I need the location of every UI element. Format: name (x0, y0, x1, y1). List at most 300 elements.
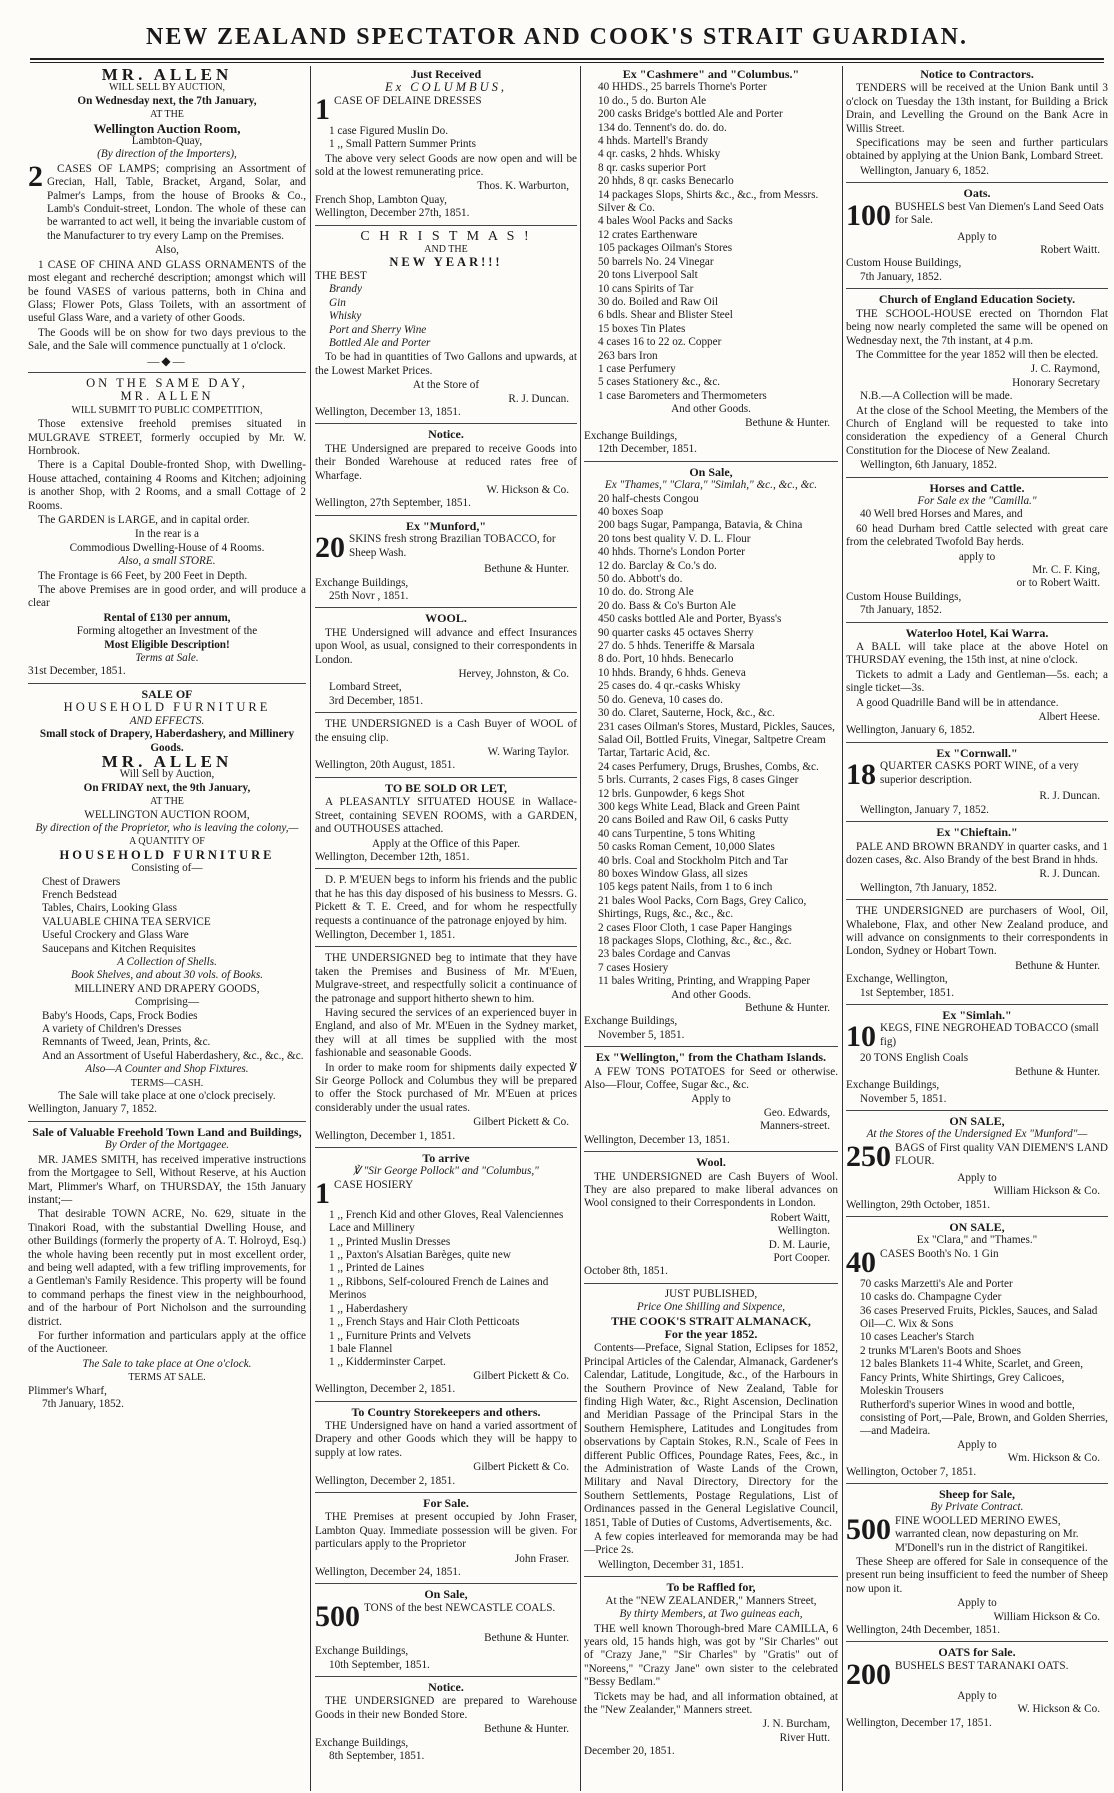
ad-text: THE UNDERSIGNED beg to intimate that they have taken the Premises and Business of Mr. M'Euen, Mulgrave-street, and respectfully solicit a continuance of the patronage and support hitherto shewn to him. (315, 952, 577, 1005)
list-item: 1 ,, Paxton's Alsatian Barèges, quite new (329, 1249, 511, 1262)
column-divider (580, 66, 581, 1791)
large-number: 500 (315, 1599, 360, 1633)
advert-contractors (846, 66, 1108, 183)
list-item: 1 ,, Furniture Prints and Velvets (329, 1329, 471, 1342)
ad-text: The above very select Goods are now open and will be sold at the lowest remunerating price. (315, 152, 577, 179)
ad-text: THE well known Thorough-bred Mare CAMILLA, 6 years old, 15 hands high, was got by "Sir Charles" out of "Crazy Jane," "Sir Charles" by "Gratis" out of "Noreens," "Crazy Jane" own sister to the celebrated "Bessy Bedlam." (584, 1622, 838, 1689)
ad-place: Exchange Buildings, (584, 429, 678, 442)
list-item: 50 barrels No. 24 Vinegar (598, 255, 714, 268)
advert-brandy-chieftain (846, 824, 1108, 900)
ad-signature: Mr. C. F. King, (1032, 564, 1100, 576)
ad-line: HOUSEHOLD FURNITURE (59, 847, 275, 862)
ad-place: Custom House Buildings, (846, 257, 962, 270)
ad-place: Manners-street. (760, 1120, 830, 1133)
ad-body-row (846, 1139, 1108, 1173)
list-item: 5 cases Stationery &c., &c. (598, 376, 721, 389)
ad-line: For Sale ex the "Camilla." (917, 494, 1037, 507)
ad-signature: William Hickson & Co. (993, 1185, 1100, 1198)
list-item: 20 do. Bass & Co's Burton Ale (598, 599, 736, 612)
list-item: 30 do. Claret, Sauterne, Hock, &c., &c. (598, 707, 775, 720)
list-item: 40 HHDS., 25 barrels Thorne's Porter (598, 81, 767, 94)
advert-clara-thames (846, 1219, 1108, 1484)
advert-oats (846, 185, 1108, 289)
ad-line: By direction of the Proprietor, who is leaving the colony,— (35, 821, 299, 834)
ad-text: QUARTER CASKS PORT WINE, of a very superior description. (880, 760, 1079, 786)
ad-heading: WOOL. (425, 611, 467, 626)
ad-line: AND EFFECTS. (129, 714, 205, 727)
list-item: 10 cans Spirits of Tar (598, 282, 694, 295)
advert-vdl-flour (846, 1113, 1108, 1217)
newspaper-title: NEW ZEALAND SPECTATOR AND COOK'S STRAIT GUARDIAN. (146, 24, 968, 50)
list-item: 1 ,, French Stays and Hair Cloth Petticoats (329, 1316, 520, 1329)
ad-line: apply to (958, 550, 996, 563)
ad-line: ON THE SAME DAY, (86, 375, 248, 390)
list-item: 20 hhds, 8 qr. casks Benecarlo (598, 175, 734, 188)
ad-text: THE Undersigned have on hand a varied assortment of Drapery and other Goods which they will be happy to supply at low rates. (315, 1419, 577, 1459)
ad-line: Also, a small STORE. (118, 555, 216, 568)
ad-text: KEGS, FINE NEGROHEAD TOBACCO (small fig) (880, 1022, 1099, 1048)
ad-line: At the "NEW ZEALANDER," Manners Street, (605, 1594, 817, 1607)
list-item: 10 hhds. Brandy, 6 hhds. Geneva (598, 666, 746, 679)
ad-text: The Goods will be on show for two days previous to the Sale, and the Sale will commence punctually at 1 o'clock. (28, 326, 306, 353)
ad-heading: Oats. (963, 186, 991, 201)
list-item: 10 do. do. Strong Ale (598, 586, 694, 599)
ad-line: HOUSEHOLD FURNITURE (63, 700, 271, 715)
list-item: French Bedstead (42, 888, 117, 901)
large-number: 100 (846, 198, 891, 232)
ad-line: Apply to (957, 1689, 997, 1702)
masthead (0, 0, 1114, 62)
ad-line: TERMS—CASH. (130, 1077, 204, 1089)
ad-place: Exchange Buildings, (315, 576, 409, 589)
ad-date: 10th September, 1851. (329, 1658, 430, 1671)
ad-signature: or to Robert Waitt. (1016, 577, 1100, 590)
ad-heading: To be Raffled for, (666, 1580, 756, 1595)
list-item: Saucepans and Kitchen Requisites (42, 942, 196, 955)
ad-heading: For the year 1852. (664, 1326, 758, 1341)
ad-date: Wellington, December 27th, 1851. (315, 207, 470, 220)
ad-line: Apply at the Office of this Paper. (372, 837, 520, 850)
ad-date: Wellington, October 7, 1851. (846, 1465, 977, 1478)
ad-signature: Bethune & Hunter. (484, 563, 569, 576)
ad-heading: Notice. (428, 427, 464, 442)
ad-text: BAGS of First quality VAN DIEMEN'S LAND FLOUR. (895, 1141, 1108, 1168)
advert-mulgrave-premises (28, 375, 306, 684)
ad-line: At the Store of (412, 379, 480, 392)
list-item: 1 ,, Ribbons, Self-coloured French de Laines and Merinos (329, 1275, 549, 1302)
ad-date: Wellington, December 12th, 1851. (315, 850, 470, 863)
list-item: 10 cases Leacher's Starch (860, 1331, 975, 1344)
ad-place: French Shop, Lambton Quay, (315, 193, 447, 206)
ad-text: Contents—Preface, Signal Station, Eclipses for 1852, Principal Articles of the Calendar, Almanack, Gardener's Calendar, Latitude, Longitude, &c., of the Harbours in the Southern Province of New Zealand, Table for finding High Water, &c., Right Ascension, Declination and Meridian Passage of the Principal Stars in the Southern Hemisphere, Latitudes and Longitudes from observations by Captain Stokes, R.N., Scale of Fees in different Public Offices, Poundage Rates, Fees, &c., in the Administration of Waste Lands of the Crown, Military and Naval Directory, Directory for the Southern Settlements, Postage Regulations, List of Ordinances passed in the General Legislative Council, 1851, Table of Duties of Customs, Advertisements, &c. (584, 1342, 838, 1529)
ad-date: Wellington, December 2, 1851. (315, 1383, 456, 1396)
ad-heading: Ex "Chieftain." (936, 825, 1018, 840)
list-item: 20 half-chests Congou (598, 492, 699, 505)
list-item: 2 cases Floor Cloth, 1 case Paper Hangings (598, 921, 792, 934)
ad-date: Wellington, December 1, 1851. (315, 928, 456, 941)
ad-line: Consisting of— (131, 862, 203, 875)
ad-heading: For Sale. (423, 1495, 469, 1510)
ad-date: 7th January, 1852. (42, 1398, 124, 1410)
column-4 (846, 66, 1108, 1791)
ad-line: In the rear is a (135, 528, 199, 541)
ornament-divider: —◆— (147, 353, 187, 368)
ad-line: WILL SELL BY AUCTION, (108, 82, 226, 94)
ad-line: Commodious Dwelling-House of 4 Rooms. (69, 541, 265, 554)
ad-line: Apply to (957, 1438, 997, 1451)
ad-body-row (315, 1599, 577, 1633)
ad-line: Most Eligible Description! (104, 638, 230, 651)
ad-line: Ex "Thames," "Clara," "Simlah," &c., &c., &c. (604, 479, 818, 492)
ad-signature: Wm. Hickson & Co. (1007, 1452, 1100, 1465)
advert-freehold-town-land (28, 1124, 306, 1416)
list-item: 80 boxes Window Glass, all sizes (598, 867, 748, 880)
list-item: 1 ,, Small Pattern Summer Prints (329, 138, 476, 151)
advert-waterloo-hotel (846, 625, 1108, 743)
list-item: 105 kegs patent Nails, from 1 to 6 inch (598, 881, 773, 894)
list-item: Baby's Hoods, Caps, Frock Bodies (42, 1009, 198, 1022)
large-number: 2 (28, 159, 43, 193)
ad-date: Wellington, 27th September, 1851. (315, 497, 471, 510)
large-number: 18 (846, 758, 876, 792)
ad-line: Ex COLUMBUS, (384, 80, 508, 95)
ad-heading: THE COOK'S STRAIT ALMANACK, (611, 1313, 811, 1328)
ad-signature: W. Hickson & Co. (1017, 1703, 1100, 1716)
ad-line: N.B.—A Collection will be made. (860, 390, 1013, 403)
list-item: Brandy (329, 283, 362, 296)
ad-text: A FEW TONS POTATOES for Seed or otherwise. Also—Flour, Coffee, Sugar &c., &c. (584, 1065, 838, 1092)
list-item: 8 do. Port, 10 hhds. Benecarlo (598, 653, 734, 666)
ad-text: THE UNDERSIGNED are Cash Buyers of Wool. They are also prepared to make liberal advances on Wool consigned to their Correspondents in London. (584, 1170, 838, 1210)
ad-date: Wellington, December 2, 1851. (315, 1474, 456, 1487)
list-item: 1 case Perfumery (598, 362, 676, 375)
ad-line: ℣ "Sir George Pollock" and "Columbus," (353, 1165, 539, 1178)
large-number: 1 (315, 1176, 330, 1210)
ad-text: To be had in quantities of Two Gallons and upwards, at the Lowest Market Prices. (315, 351, 577, 377)
ad-line: AT THE (150, 109, 184, 121)
ad-text: These Sheep are offered for Sale in consequence of the present run being insufficient to feed the number of Sheep now upon it. (846, 1555, 1108, 1595)
advert-house-to-let (315, 780, 577, 869)
ad-line: A Collection of Shells. (117, 956, 217, 968)
ad-text: CASES OF LAMPS; comprising an Assortment of Grecian, Hall, Table, Bracket, Argand, Solar, and Palmer's Lamps, from the house of Brooks & Co., Lamb's Conduit-street, London. The whole of these can be warranted to act well, it being the invariable custom of the Manufacturer to try every Lamp on the Premises. (47, 162, 306, 242)
ad-text: In order to make room for shipments daily expected ℣ Sir George Pollock and Columbus they will be prepared to offer the Stock purchased of Mr. M'Euen at prices considerably under the usual rates. (315, 1061, 577, 1114)
ad-place: Custom House Buildings, (846, 590, 962, 603)
ad-text: A BALL will take place at the above Hotel on THURSDAY evening, the 15th inst, at nine o'clock. (846, 641, 1108, 667)
ad-date: November 5, 1851. (598, 1028, 685, 1041)
ad-heading: Ex "Munford," (406, 518, 486, 533)
ad-line: AND THE (424, 244, 468, 256)
ad-date: November 5, 1851. (860, 1092, 947, 1105)
large-number: 250 (846, 1139, 891, 1173)
ad-line: The Sale to take place at One o'clock. (82, 1357, 252, 1370)
column-1 (28, 66, 306, 1791)
ad-date: Wellington, December 1, 1851. (315, 1129, 456, 1142)
list-item: 90 quarter casks 45 octaves Sherry (598, 626, 754, 639)
column-divider (310, 66, 311, 1791)
ad-text: THE UNDERSIGNED are prepared to Warehouse Goods in their new Bonded Store. (315, 1695, 577, 1721)
advert-almanack (584, 1286, 838, 1578)
advert-port-wine (846, 745, 1108, 822)
ad-signature: R. J. Duncan. (1039, 790, 1100, 803)
ad-text: THE SCHOOL-HOUSE erected on Thorndon Flat being now nearly completed the same will be opened on Wednesday next, the 7th instant, at 4 p.m. (846, 307, 1108, 347)
ad-signature: Honorary Secretary (1012, 376, 1100, 389)
ad-line: Book Shelves, and about 30 vols. of Books. (70, 969, 264, 982)
ad-body-row (846, 1022, 1108, 1052)
ad-text: The Frontage is 66 Feet, by 200 Feet in Depth. (38, 569, 248, 582)
advert-negrohead-tobacco (846, 1007, 1108, 1111)
ad-text: Having secured the services of an experienced buyer in England, and also of Mr. M'Euen in the Sydney market, they will at all times be supplied with the most fashionable and seasonable Goods. (315, 1006, 577, 1060)
ad-text: D. P. M'EUEN begs to inform his friends and the public that he has this day disposed of his business to Messrs. G. Pickett & T. E. Creed, and for whom he respectfully requests a continuance of the patronage enjoyed by him. (315, 874, 577, 927)
ad-line: And other Goods. (671, 403, 751, 416)
ad-text: MR. JAMES SMITH, has received imperative instructions from the Mortgagee to Sell, Without Reserve, at his Auction Mart, Plimmer's Wharf, on THURSDAY, the 15th January instant;— (28, 1153, 306, 1206)
ad-text: 60 head Durham bred Cattle selected with great care from the celebrated Twofold Bay herds. (846, 522, 1108, 549)
list-item: Rutherford's superior Wines in wood and bottle, consisting of Port,—Pale, Brown, and Golden Sherries,—and Madeira. (860, 1398, 1108, 1438)
ad-date: Wellington, December 13, 1851. (584, 1133, 730, 1146)
ad-body-row (846, 1245, 1108, 1279)
ad-signature: Bethune & Hunter. (1015, 1065, 1100, 1078)
advert-produce-purchasers (846, 902, 1108, 1005)
ad-heading: Ex "Wellington," from the Chatham Islands. (595, 1050, 827, 1065)
list-item: 12 do. Barclay & Co.'s do. (598, 559, 717, 572)
large-number: 200 (846, 1657, 891, 1691)
ad-heading: Wool. (696, 1155, 726, 1170)
list-item: 10 do., 5 do. Burton Ale (598, 94, 707, 107)
ad-line: Also, (155, 244, 179, 257)
ad-heading: Horses and Cattle. (929, 480, 1025, 495)
ad-line: Rental of £130 per annum, (103, 611, 231, 624)
list-item: Useful Crockery and Glass Ware (42, 929, 189, 942)
ad-heading: On Sale, (689, 464, 733, 479)
ad-text: THE UNDERSIGNED are purchasers of Wool, Oil, Whalebone, Flax, and other New Zealand produce, and will advance on consignments to their correspondents in London, Sydney or Hobart Town. (846, 905, 1108, 958)
list-item: 40 brls. Coal and Stockholm Pitch and Tar (598, 854, 788, 867)
ad-date: Wellington, 7th January, 1852. (860, 881, 997, 894)
ad-text: THE Undersigned will advance and effect Insurances upon Wool, as usual, consigned to their correspondents in London. (315, 626, 577, 666)
ad-date: 1st September, 1851. (860, 986, 955, 999)
ad-line: TERMS AT SALE. (128, 1372, 206, 1384)
ad-heading: Ex "Cornwall." (936, 745, 1018, 760)
ad-signature: W. Hickson & Co. (486, 483, 569, 496)
advert-mceuen-notice (315, 871, 577, 947)
ad-line: Ex "Clara," and "Thames." (916, 1234, 1038, 1247)
ad-text: The above Premises are in good order, and will produce a clear (28, 584, 306, 610)
ad-place: Exchange Buildings, (315, 1736, 409, 1749)
ad-line: Small stock of Drapery, Haberdashery, and Millinery Goods. (39, 728, 295, 754)
ad-heading: On Sale, (424, 1587, 468, 1602)
ad-date: 25th Novr , 1851. (329, 590, 409, 602)
ad-signature: Bethune & Hunter. (484, 1723, 569, 1736)
ad-text: Tickets to admit a Lady and Gentleman—5s. each; a single ticket—3s. (846, 668, 1108, 695)
list-item: Bottled Ale and Porter (329, 336, 431, 349)
ad-line: On Wednesday next, the 7th January, (77, 94, 257, 107)
ad-heading: Sheep for Sale, (938, 1486, 1016, 1501)
ad-date: Wellington, December 13, 1851. (315, 405, 461, 418)
ad-date: Wellington, January 7, 1852. (28, 1103, 157, 1116)
list-item: 40 hhds. Thorne's London Porter (598, 546, 745, 559)
ad-text: BUSHELS BEST TARANAKI OATS. (895, 1659, 1069, 1672)
ad-body-row (846, 1657, 1108, 1691)
ad-body-row (315, 533, 577, 563)
ad-signature: Hervey, Johnston, & Co. (458, 668, 569, 681)
list-item: 1 case Barometers and Thermometers (598, 389, 767, 402)
ad-date: Wellington, December 24, 1851. (315, 1566, 461, 1578)
ad-line: Terms at Sale. (135, 652, 199, 665)
ad-body-row (846, 760, 1108, 790)
ad-heading: ON SALE, (949, 1114, 1005, 1128)
large-number: 40 (846, 1245, 876, 1279)
list-item: 18 packages Slops, Clothing, &c., &c., &c. (598, 935, 792, 947)
ad-date: Wellington, January 7, 1852. (860, 803, 989, 816)
list-item: Gin (329, 296, 346, 309)
ad-signature: J. N. Burcham, (762, 1718, 830, 1731)
ad-date: Wellington, 24th December, 1851. (846, 1624, 1000, 1636)
ad-line: And other Goods. (671, 988, 751, 1001)
ad-date: Wellington, 6th January, 1852. (860, 459, 997, 472)
advert-country-storekeepers (315, 1404, 577, 1493)
ad-text: THE Undersigned are prepared to receive Goods into their Bonded Warehouse at reduced rates free of Wharfage. (315, 442, 577, 482)
advert-cashmere-columbus (584, 66, 838, 462)
ad-date: Wellington, December 31, 1851. (598, 1558, 744, 1571)
advert-raffle (584, 1579, 838, 1762)
ad-line: At the Stores of the Undersigned Ex "Munford"— (866, 1128, 1088, 1141)
list-item: 27 do. 5 hhds. Teneriffe & Marsala (598, 640, 755, 653)
ad-heading: JUST PUBLISHED, (664, 1287, 758, 1300)
ad-place: Wellington. (777, 1225, 830, 1238)
list-item: 10 casks do. Champagne Cyder (860, 1291, 1002, 1304)
list-item: 134 do. Tennent's do. do. do. (598, 121, 727, 134)
list-item: 50 do. Abbott's do. (598, 573, 683, 586)
ad-text: THE Premises at present occupied by John Fraser, Lambton Quay. Immediate possession will be given. For particulars apply to the Proprietor (315, 1511, 577, 1551)
ad-line: WELLINGTON AUCTION ROOM, (84, 808, 250, 821)
ad-heading: TO BE SOLD OR LET, (385, 780, 507, 795)
ad-heading: Sale of Valuable Freehold Town Land and Buildings, (32, 1124, 302, 1139)
ad-text: A few copies interleaved for memoranda may be had—Price 2s. (584, 1531, 838, 1557)
ad-date: December 20, 1851. (584, 1745, 675, 1758)
ad-date: Wellington, January 6, 1852. (860, 164, 989, 177)
ad-line: Wellington Auction Room, (93, 120, 241, 136)
list-item: 50 do. Geneva, 10 cases do. (598, 693, 723, 706)
ad-heading: Just Received (410, 67, 482, 81)
large-number: 1 (315, 92, 330, 126)
ad-text: That desirable TOWN ACRE, No. 629, situate in the Tinakori Road, with the substantial Dwelling House, and other Buildings (formerly the property of A. T. Holroyd, Esq.) the whole having been recently put in most excellent order, and being well adapted, with a few trifling improvements, for a Gentleman's Family Residence. This property will be found to command perhaps the finest view in the neighbourhood, and of the harbour of Port Nicholson and the surrounding district. (28, 1208, 306, 1328)
ad-line: MR. ALLEN (120, 389, 214, 404)
ad-signature: Gilbert Pickett & Co. (473, 1116, 569, 1129)
advert-newcastle-coals (315, 1586, 577, 1677)
list-item: 4 qr. casks, 2 hhds. Whisky (598, 148, 721, 161)
list-item: 20 tons Liverpool Salt (598, 269, 698, 282)
ad-place: River Hutt. (779, 1731, 830, 1744)
ad-signature: Bethune & Hunter. (745, 1002, 830, 1015)
list-item: 1 ,, Printed de Laines (329, 1262, 425, 1275)
ad-body-row (846, 198, 1108, 232)
ad-signature: W. Waring Taylor. (487, 746, 569, 759)
list-item: 1 ,, French Kid and other Gloves, Real Valenciennes Lace and Millinery (329, 1208, 564, 1235)
item-list (584, 493, 838, 989)
ad-date: 8th September, 1851. (329, 1750, 425, 1763)
list-item: 12 brls. Gunpowder, 6 kegs Shot (598, 787, 745, 800)
ad-date: October 8th, 1851. (584, 1265, 668, 1278)
advert-fraser-premises (315, 1495, 577, 1584)
advert-church-education (846, 291, 1108, 477)
list-item: 15 boxes Tin Plates (598, 322, 686, 335)
ad-heading: C H R I S T M A S ! (360, 228, 532, 244)
list-item: 40 boxes Soap (598, 506, 664, 518)
large-number: 10 (846, 1020, 876, 1054)
ad-heading: OATS for Sale. (938, 1645, 1016, 1660)
ad-signature: Bethune & Hunter. (484, 1631, 569, 1644)
ad-signature: J. C. Raymond, (1030, 363, 1100, 376)
ad-signature: Robert Waitt. (1040, 244, 1100, 257)
ad-line: Also—A Counter and Shop Fixtures. (85, 1063, 249, 1076)
list-item: 5 brls. Currants, 2 cases Figs, 8 cases Ginger (598, 774, 799, 787)
ad-text: Tickets may be had, and all information obtained, at the "New Zealander," Manners street. (584, 1690, 838, 1716)
list-item: 1 bale Flannel (329, 1342, 393, 1355)
auctioneer-name: MR. ALLEN (101, 751, 233, 771)
column-divider (842, 66, 843, 1791)
ad-text: FINE WOOLLED MERINO EWES, warranted clean, now depasturing on Mr. M'Donell's run in the district of Rangitikei. (895, 1514, 1088, 1554)
advert-on-sale-thames (584, 464, 838, 1047)
ad-signature: William Hickson & Co. (993, 1610, 1100, 1623)
ad-text: There is a Capital Double-fronted Shop, with Dwelling-House attached, containing 4 Rooms and Kitchen; adjoining is another Shop, with 2 Rooms, and a small Cottage of 2 Rooms. (28, 459, 306, 512)
list-item: Whisky (329, 310, 362, 323)
list-item: Tables, Chairs, Looking Glass (42, 902, 178, 915)
auctioneer-name: MR. ALLEN (101, 66, 233, 84)
ad-line: Will Sell by Auction, (119, 768, 215, 781)
ad-line: By Private Contract. (930, 1501, 1024, 1514)
ad-line: The Sale will take place at one o'clock precisely. (58, 1090, 276, 1103)
ad-signature: John Fraser. (514, 1552, 569, 1565)
ad-signature: D. M. Laurie, (768, 1238, 830, 1251)
column-2 (315, 66, 577, 1791)
ad-text: PALE AND BROWN BRANDY in quarter casks, and 1 dozen cases, &c. Also Brandy of the best Brand in hhds. (846, 840, 1108, 866)
list-item: 200 bags Sugar, Pampanga, Batavia, & China (598, 519, 803, 532)
advert-to-arrive (315, 1150, 577, 1402)
ad-heading: Ex "Simlah." (942, 1007, 1012, 1022)
ad-signature: Bethune & Hunter. (745, 416, 830, 429)
list-item: 1 ,, Printed Muslin Dresses (329, 1235, 451, 1248)
list-item: 24 cases Perfumery, Drugs, Brushes, Combs, &c. (598, 760, 819, 773)
ad-date: Wellington, 20th August, 1851. (315, 759, 456, 772)
advert-household-furniture (28, 686, 306, 1122)
ad-body-row (315, 92, 577, 126)
list-item: 263 bars Iron (598, 349, 658, 362)
masthead-rule (30, 58, 1104, 63)
ad-heading: Waterloo Hotel, Kai Warra. (905, 625, 1049, 640)
ad-line: Forming altogether an Investment of the (76, 625, 258, 638)
ad-place: Exchange, Wellington, (846, 973, 948, 986)
list-item: 8 qr. casks superior Port (598, 161, 706, 174)
ad-place: Port Cooper. (773, 1251, 830, 1264)
list-item: And an Assortment of Useful Haberdashery, &c., &c., &c. (42, 1049, 304, 1062)
list-item: Remnants of Tweed, Jean, Prints, &c. (42, 1036, 211, 1049)
advert-wool-insurance (315, 610, 577, 713)
list-item: 40 cans Turpentine, 5 tons Whiting (598, 827, 756, 840)
list-item: 11 bales Writing, Printing, and Wrapping Paper (598, 975, 811, 988)
ad-text: Those extensive freehold premises situated in MULGRAVE STREET, formerly occupied by Mr. W. Hornbrook. (28, 418, 306, 457)
ad-place: Plimmer's Wharf, (28, 1384, 107, 1397)
ad-text: A PLEASANTLY SITUATED HOUSE in Wallace-Street, containing SEVEN ROOMS, with a GARDEN, and OUTHOUSES attached. (315, 796, 577, 836)
list-item: 50 casks Roman Cement, 10,000 Slates (598, 841, 775, 854)
advert-bonded-warehouse (315, 426, 577, 515)
ad-body-row (315, 1176, 577, 1210)
ad-heading: Church of England Education Society. (878, 292, 1076, 307)
ad-heading: To Country Storekeepers and others. (351, 1404, 541, 1419)
list-item: Port and Sherry Wine (329, 323, 427, 336)
ad-body-row (28, 159, 306, 244)
list-item: 21 bales Wool Packs, Corn Bags, Grey Calico, Shirtings, Rugs, &c., &c., &c. (598, 894, 807, 921)
list-item: 14 packages Slops, Shirts &c., &c., from Messrs. Silver & Co. (598, 188, 819, 215)
advert-wool-buyer (315, 715, 577, 778)
ad-line: By Order of the Mortgagee. (104, 1139, 230, 1152)
